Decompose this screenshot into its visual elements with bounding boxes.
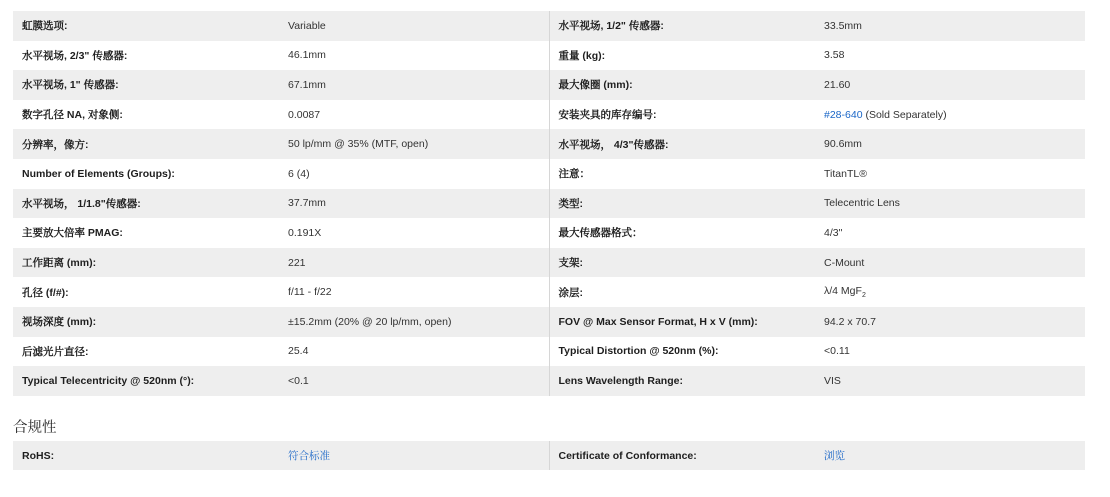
spec-label: FOV @ Max Sensor Format, H x V (mm): [549, 307, 815, 337]
sold-separately-note: (Sold Separately) [862, 108, 947, 121]
spec-value: 221 [279, 248, 549, 278]
coating-subscript: 2 [861, 292, 866, 300]
spec-label: 虹膜选项: [13, 11, 279, 41]
spec-value [815, 100, 1085, 130]
spec-label: 最大传感器格式： [549, 218, 815, 248]
spec-label: 安装夹具的库存编号: [549, 100, 815, 130]
spec-label: 视场深度 (mm): [13, 307, 279, 337]
spec-value: 50 lp/mm @ 35% (MTF, open) [279, 129, 549, 159]
spec-row [13, 248, 1085, 278]
certificate-label: Certificate of Conformance: [549, 441, 815, 470]
spec-label: 支架: [549, 248, 815, 278]
spec-row [13, 366, 1085, 396]
spec-label: 最大像圈 (mm): [549, 70, 815, 100]
spec-value: 90.6mm [815, 129, 1085, 159]
spec-value: 67.1mm [279, 70, 549, 100]
spec-label: 水平视场， 1/1.8"传感器: [13, 189, 279, 219]
spec-label: 水平视场, 2/3" 传感器: [13, 41, 279, 71]
spec-value: Variable [279, 11, 549, 41]
spec-label: 分辨率，像方: [13, 129, 279, 159]
spec-value: C-Mount [815, 248, 1085, 278]
rohs-value-cell [279, 441, 549, 470]
spec-value: 25.4 [279, 337, 549, 367]
spec-value: <0.1 [279, 366, 549, 396]
certificate-value-cell [815, 441, 1085, 470]
compliance-row [13, 441, 1085, 470]
spec-label: 涂层: [549, 277, 815, 307]
spec-value [815, 277, 1085, 307]
spec-label: 重量 (kg): [549, 41, 815, 71]
spec-row [13, 100, 1085, 130]
spec-label: Lens Wavelength Range: [549, 366, 815, 396]
spec-label: 数字孔径 NA, 对象侧: [13, 100, 279, 130]
spec-value: 0.0087 [279, 100, 549, 130]
spec-value: 4/3" [815, 218, 1085, 248]
specifications-table [13, 11, 1085, 396]
spec-row [13, 70, 1085, 100]
spec-row [13, 189, 1085, 219]
spec-row [13, 159, 1085, 189]
spec-label: 注意： [549, 159, 815, 189]
spec-value: 37.7mm [279, 189, 549, 219]
spec-row [13, 129, 1085, 159]
spec-label: 后滤光片直径: [13, 337, 279, 367]
spec-value: 46.1mm [279, 41, 549, 71]
compliance-section-title: 合规性 [13, 420, 57, 436]
spec-value: <0.11 [815, 337, 1085, 367]
spec-value: Telecentric Lens [815, 189, 1085, 219]
spec-value: 3.58 [815, 41, 1085, 71]
spec-value: VIS [815, 366, 1085, 396]
spec-label: 主要放大倍率 PMAG: [13, 218, 279, 248]
spec-row [13, 337, 1085, 367]
spec-value: 0.191X [279, 218, 549, 248]
stock-number-link[interactable]: #28-640 [824, 108, 863, 121]
spec-row [13, 41, 1085, 71]
spec-row [13, 307, 1085, 337]
compliance-table [13, 441, 1085, 470]
spec-label: 水平视场, 1" 传感器: [13, 70, 279, 100]
spec-value: 21.60 [815, 70, 1085, 100]
coating-text: λ/4 MgF [824, 285, 862, 298]
rohs-label: RoHS: [13, 441, 279, 470]
spec-value: TitanTL® [815, 159, 1085, 189]
spec-value: 94.2 x 70.7 [815, 307, 1085, 337]
spec-value: 33.5mm [815, 11, 1085, 41]
spec-label: 工作距离 (mm): [13, 248, 279, 278]
spec-row [13, 218, 1085, 248]
spec-label: 孔径 (f/#): [13, 277, 279, 307]
spec-label: 类型: [549, 189, 815, 219]
spec-label: 水平视场， 4/3"传感器: [549, 129, 815, 159]
spec-value: f/11 - f/22 [279, 277, 549, 307]
spec-value: 6 (4) [279, 159, 549, 189]
view-certificate-link[interactable]: 浏览 [824, 450, 845, 462]
spec-row [13, 277, 1085, 307]
spec-label: Number of Elements (Groups): [13, 159, 279, 189]
spec-label: 水平视场, 1/2" 传感器: [549, 11, 815, 41]
rohs-compliant-link[interactable]: 符合标准 [288, 450, 330, 462]
spec-row [13, 11, 1085, 41]
spec-label: Typical Distortion @ 520nm (%): [549, 337, 815, 367]
spec-value: ±15.2mm (20% @ 20 lp/mm, open) [279, 307, 549, 337]
spec-label: Typical Telecentricity @ 520nm (°): [13, 366, 279, 396]
